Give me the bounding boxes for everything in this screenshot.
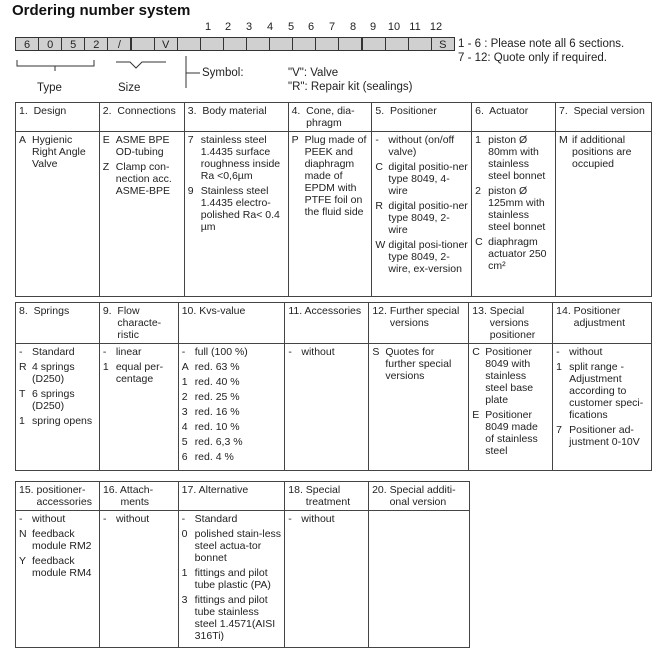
option-entry bbox=[19, 528, 96, 552]
option-text: feedback module RM2 bbox=[32, 528, 92, 552]
column-header: 15. positioner- accessories bbox=[16, 482, 100, 511]
option-text: red. 40 % bbox=[194, 376, 240, 388]
option-entry bbox=[288, 346, 365, 358]
option-code: - bbox=[288, 346, 292, 358]
option-code: 9 bbox=[187, 185, 194, 197]
option-entry bbox=[19, 346, 96, 358]
symbol-repair-kit: "R": Repair kit (sealings) bbox=[288, 81, 413, 93]
option-code: - bbox=[556, 346, 560, 358]
option-text: piston Ø 80mm with stainless steel bonnet bbox=[488, 134, 546, 182]
option-cell bbox=[285, 344, 369, 471]
option-text: red. 6,3 % bbox=[194, 436, 243, 448]
option-code: C bbox=[375, 161, 384, 173]
option-text: Positioner 8049 with stainless steel base plate bbox=[485, 346, 534, 406]
option-entry bbox=[19, 361, 96, 385]
note-1-6: 1 - 6 : Please note all 6 sections. bbox=[458, 38, 625, 50]
option-entry bbox=[182, 421, 282, 433]
option-code: E bbox=[102, 134, 110, 146]
option-entry bbox=[182, 528, 282, 564]
option-entry bbox=[103, 346, 175, 358]
column-header: 17. Alternative bbox=[178, 482, 285, 511]
option-entry bbox=[182, 451, 282, 463]
option-text: digital positio-ner type 8049, 2-wire bbox=[388, 200, 468, 236]
option-entry bbox=[475, 134, 552, 182]
option-entry bbox=[475, 236, 552, 272]
option-entry bbox=[182, 513, 282, 525]
option-entry bbox=[182, 594, 282, 642]
option-entry bbox=[182, 346, 282, 358]
column-header: 4. Cone, dia- phragm bbox=[288, 103, 372, 132]
option-cell bbox=[285, 511, 369, 648]
option-code: P bbox=[291, 134, 299, 146]
option-text: without (on/off valve) bbox=[388, 134, 455, 158]
option-entry bbox=[103, 161, 181, 197]
option-code: 5 bbox=[181, 436, 188, 448]
option-text: red. 4 % bbox=[194, 451, 234, 463]
option-code: - bbox=[288, 513, 292, 525]
size-label: Size bbox=[118, 82, 141, 94]
code-cell: 2 bbox=[84, 37, 108, 51]
option-code: - bbox=[102, 513, 107, 525]
option-code: 1 bbox=[102, 361, 109, 373]
option-cell bbox=[16, 511, 100, 648]
option-text: Quotes for further special versions bbox=[385, 346, 452, 382]
column-header: 12. Further special versions bbox=[369, 303, 469, 344]
option-cell bbox=[472, 132, 556, 297]
option-code: N bbox=[19, 528, 27, 540]
option-text: Positioner 8049 made of stainless steel bbox=[485, 409, 538, 457]
option-cell bbox=[99, 511, 178, 648]
option-entry bbox=[182, 391, 282, 403]
option-entry bbox=[375, 200, 468, 236]
option-entry bbox=[475, 185, 552, 233]
option-text: fittings and pilot tube plastic (PA) bbox=[194, 567, 271, 591]
ordering-table-2 bbox=[15, 302, 652, 471]
position-number: 9 bbox=[369, 21, 377, 33]
option-entry bbox=[19, 388, 96, 412]
position-number: 7 bbox=[328, 21, 336, 33]
option-text: polished stain-less steel actua-tor bonnet bbox=[194, 528, 282, 564]
column-header: 16. Attach- ments bbox=[99, 482, 178, 511]
option-code: - bbox=[19, 513, 23, 525]
option-text: feedback module RM4 bbox=[32, 555, 92, 579]
option-text: without bbox=[115, 513, 150, 525]
option-text: digital posi-tioner type 8049, 2-wire, ex-version bbox=[388, 239, 468, 275]
code-cell: 6 bbox=[15, 37, 39, 51]
option-code: M bbox=[558, 134, 568, 146]
column-header: 7. Special version bbox=[555, 103, 651, 132]
position-number: 12 bbox=[429, 21, 443, 33]
code-cell: 5 bbox=[61, 37, 85, 51]
type-label: Type bbox=[37, 82, 62, 94]
option-text: Hygienic Right Angle Valve bbox=[32, 134, 86, 170]
option-text: Positioner ad-justment 0-10V bbox=[569, 424, 640, 448]
code-cell: V bbox=[154, 37, 178, 51]
option-code: W bbox=[375, 239, 386, 251]
option-code: 0 bbox=[181, 528, 188, 540]
symbol-valve: "V": Valve bbox=[288, 67, 339, 79]
option-text: 4 springs (D250) bbox=[32, 361, 75, 385]
code-cell: 0 bbox=[38, 37, 62, 51]
position-number: 5 bbox=[287, 21, 295, 33]
option-entry bbox=[372, 346, 465, 382]
ordering-table-1 bbox=[15, 102, 652, 297]
option-entry bbox=[103, 134, 181, 158]
note-7-12: 7 - 12: Quote only if required. bbox=[458, 52, 607, 64]
position-number: 2 bbox=[224, 21, 232, 33]
column-header: 8. Springs bbox=[16, 303, 100, 344]
symbol-label: Symbol: bbox=[202, 67, 244, 79]
option-cell bbox=[369, 344, 469, 471]
option-entry bbox=[188, 134, 285, 182]
option-cell bbox=[288, 132, 372, 297]
column-header: 9. Flow characte- ristic bbox=[99, 303, 178, 344]
option-code: 1 bbox=[556, 361, 562, 373]
option-text: without bbox=[569, 346, 603, 358]
option-entry bbox=[19, 513, 96, 525]
option-entry bbox=[19, 415, 96, 427]
option-entry bbox=[182, 436, 282, 448]
position-number: 11 bbox=[409, 21, 421, 33]
option-code: 1 bbox=[181, 376, 188, 388]
option-entry bbox=[182, 361, 282, 373]
option-cell bbox=[372, 132, 472, 297]
option-text: fittings and pilot tube stainless steel 1.4571(AISI 316Ti) bbox=[194, 594, 276, 642]
column-header: 14. Positioner adjustment bbox=[553, 303, 652, 344]
option-code: 1 bbox=[475, 134, 481, 146]
option-text: digital positio-ner type 8049, 4-wire bbox=[388, 161, 468, 197]
option-text: Clamp con-nection acc. ASME-BPE bbox=[115, 161, 172, 197]
option-entry bbox=[182, 406, 282, 418]
column-header: 3. Body material bbox=[184, 103, 288, 132]
option-cell bbox=[178, 344, 285, 471]
option-text: Standard bbox=[194, 513, 238, 525]
option-text: piston Ø 125mm with stainless steel bonnet bbox=[488, 185, 546, 233]
option-text: diaphragm actuator 250 cm² bbox=[488, 236, 547, 272]
option-code: 2 bbox=[181, 391, 188, 403]
option-code: 3 bbox=[181, 594, 188, 606]
option-text: red. 16 % bbox=[194, 406, 240, 418]
option-cell bbox=[369, 511, 470, 648]
position-number: 4 bbox=[266, 21, 274, 33]
option-text: stainless steel 1.4435 surface roughness inside Ra <0,6µm bbox=[200, 134, 281, 182]
position-number: 3 bbox=[245, 21, 253, 33]
option-entry bbox=[556, 361, 648, 421]
option-code: A bbox=[181, 361, 189, 373]
option-entry bbox=[19, 555, 96, 579]
column-header: 20. Special additi- onal version bbox=[369, 482, 470, 511]
option-entry bbox=[103, 513, 175, 525]
option-entry bbox=[182, 567, 282, 591]
option-text: full (100 %) bbox=[194, 346, 248, 358]
page-title: Ordering number system bbox=[12, 2, 191, 19]
option-entry bbox=[556, 424, 648, 448]
option-text: Standard bbox=[32, 346, 75, 358]
option-cell bbox=[99, 344, 178, 471]
position-number: 8 bbox=[349, 21, 357, 33]
option-cell bbox=[178, 511, 285, 648]
option-entry bbox=[559, 134, 648, 170]
option-code: 4 bbox=[181, 421, 188, 433]
option-text: Plug made of PEEK and diaphragm made of EPDM with PTFE foil on the fluid side bbox=[304, 134, 367, 218]
option-text: 6 springs (D250) bbox=[32, 388, 75, 412]
option-code: - bbox=[181, 346, 186, 358]
option-entry bbox=[188, 185, 285, 233]
option-code: R bbox=[375, 200, 384, 212]
ordering-table-3 bbox=[15, 481, 470, 648]
option-code: R bbox=[19, 361, 27, 373]
option-text: linear bbox=[115, 346, 142, 358]
position-number: 1 bbox=[204, 21, 212, 33]
option-text: red. 25 % bbox=[194, 391, 240, 403]
option-code: 3 bbox=[181, 406, 188, 418]
option-text: red. 63 % bbox=[194, 361, 240, 373]
option-cell bbox=[555, 132, 651, 297]
code-cell: S bbox=[431, 37, 455, 51]
option-cell bbox=[16, 132, 100, 297]
option-entry bbox=[292, 134, 369, 218]
option-text: without bbox=[301, 346, 335, 358]
option-code: 1 bbox=[19, 415, 25, 427]
option-entry bbox=[182, 376, 282, 388]
option-entry bbox=[288, 513, 365, 525]
option-text: ASME BPE OD-tubing bbox=[115, 134, 170, 158]
option-entry bbox=[19, 134, 96, 170]
option-entry bbox=[556, 346, 648, 358]
column-header: 18. Special treatment bbox=[285, 482, 369, 511]
option-entry bbox=[103, 361, 175, 385]
option-code: S bbox=[372, 346, 380, 358]
option-code: 7 bbox=[556, 424, 562, 436]
option-code: - bbox=[19, 346, 23, 358]
option-code: - bbox=[375, 134, 379, 146]
option-cell bbox=[16, 344, 100, 471]
option-code: E bbox=[472, 409, 480, 421]
option-code: - bbox=[102, 346, 107, 358]
option-text: Stainless steel 1.4435 electro-polished Ra< 0.4 µm bbox=[200, 185, 280, 233]
option-entry bbox=[375, 134, 468, 158]
option-cell bbox=[99, 132, 184, 297]
option-code: T bbox=[19, 388, 26, 400]
code-cell: / bbox=[107, 37, 131, 51]
option-cell bbox=[553, 344, 652, 471]
option-code: 7 bbox=[187, 134, 194, 146]
option-text: without bbox=[32, 513, 66, 525]
position-number: 6 bbox=[307, 21, 315, 33]
column-header: 5. Positioner bbox=[372, 103, 472, 132]
option-entry bbox=[375, 161, 468, 197]
option-text: split range - Adjustment according to customer speci-fications bbox=[569, 361, 644, 421]
option-code: Y bbox=[19, 555, 27, 567]
option-code: Z bbox=[102, 161, 110, 173]
option-code: C bbox=[472, 346, 480, 358]
column-header: 2. Connections bbox=[99, 103, 184, 132]
option-code: - bbox=[181, 513, 186, 525]
column-header: 13. Special versions positioner bbox=[469, 303, 553, 344]
option-entry bbox=[472, 346, 549, 406]
option-code: C bbox=[475, 236, 483, 248]
option-entry bbox=[472, 409, 549, 457]
option-code: 6 bbox=[181, 451, 188, 463]
option-text: red. 10 % bbox=[194, 421, 240, 433]
option-cell bbox=[469, 344, 553, 471]
option-entry bbox=[375, 239, 468, 275]
option-code: 1 bbox=[181, 567, 188, 579]
option-code: 2 bbox=[475, 185, 481, 197]
option-code: A bbox=[19, 134, 27, 146]
option-text: without bbox=[301, 513, 335, 525]
column-header: 11. Accessories bbox=[285, 303, 369, 344]
option-cell bbox=[184, 132, 288, 297]
option-text: equal per-centage bbox=[115, 361, 164, 385]
column-header: 6. Actuator bbox=[472, 103, 556, 132]
column-header: 10. Kvs-value bbox=[178, 303, 285, 344]
column-header: 1. Design bbox=[16, 103, 100, 132]
option-text: if additional positions are occupied bbox=[571, 134, 632, 170]
position-number: 10 bbox=[387, 21, 401, 33]
option-text: spring opens bbox=[32, 415, 93, 427]
